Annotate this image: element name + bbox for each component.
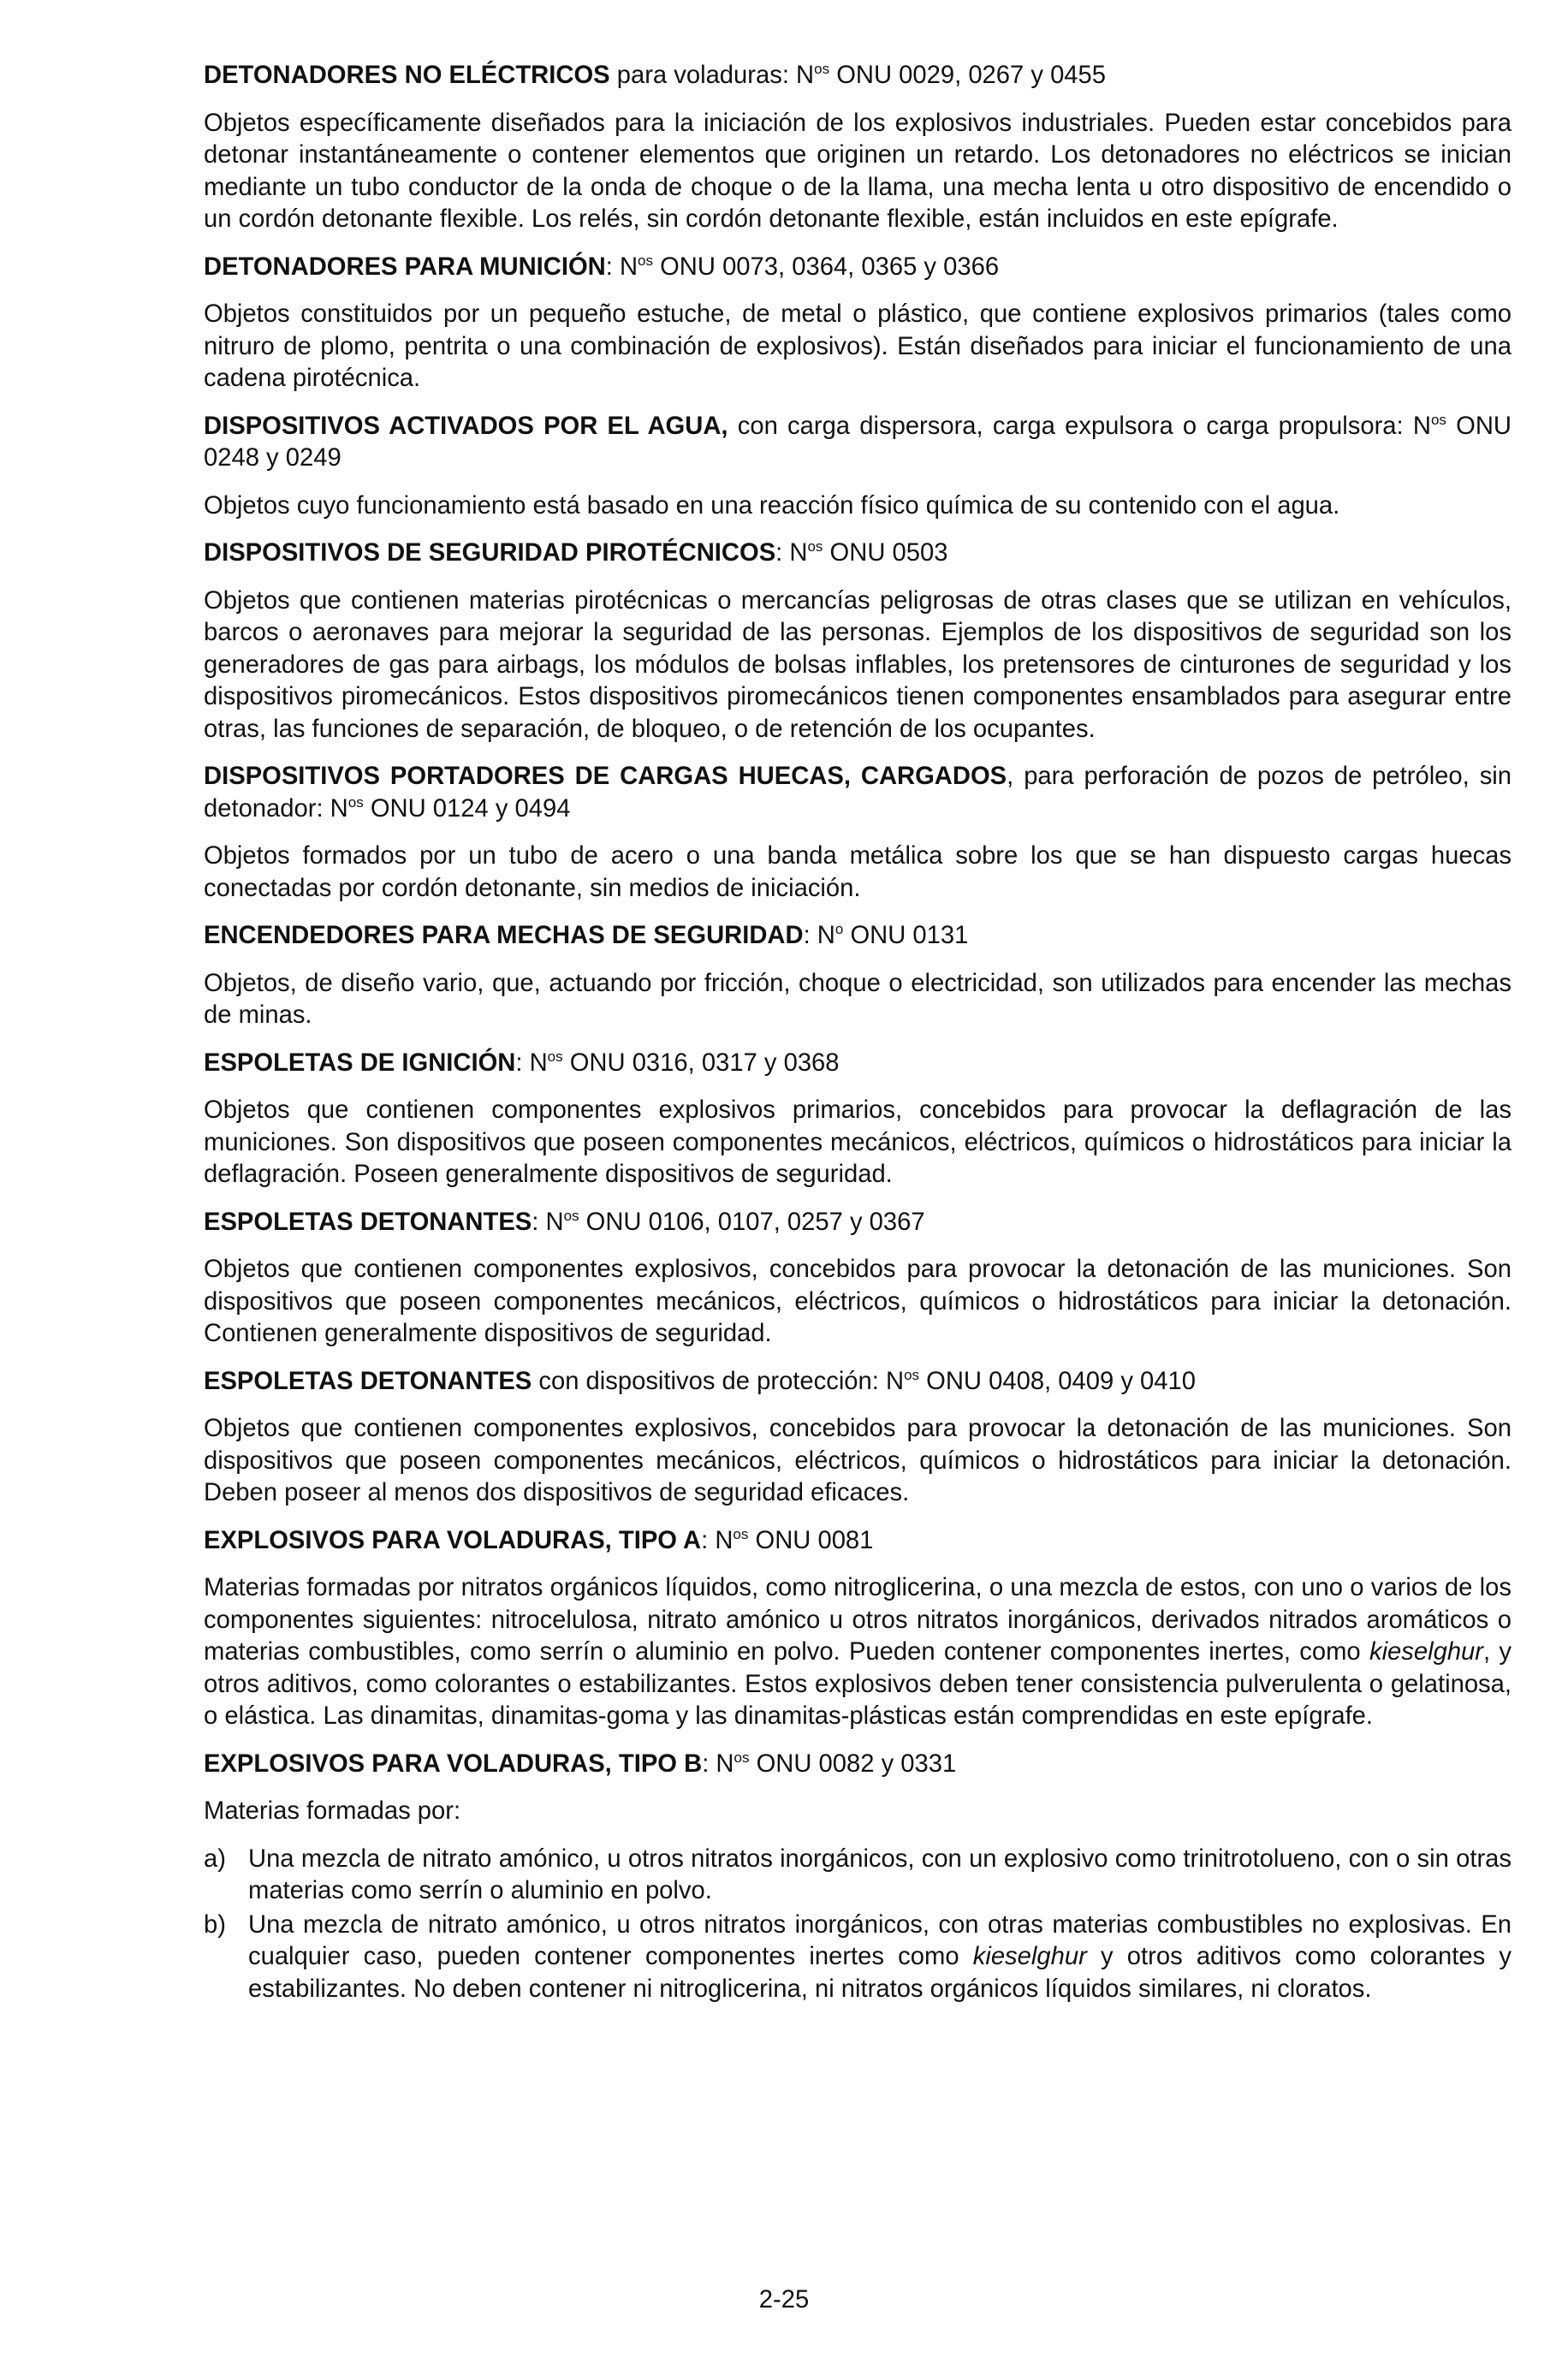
entry-heading (204, 1525, 1512, 1558)
page-number: 2-25 (758, 2286, 810, 2314)
entry-espoletas-detonantes (204, 1207, 1512, 1351)
entry-espoletas-de-ignicion (204, 1048, 1512, 1191)
composition-list (204, 1844, 1512, 2006)
entry-heading (204, 538, 1512, 570)
entry-heading-sup: o (834, 921, 844, 937)
entry-title: DISPOSITIVOS PORTADORES DE CARGAS HUECAS, CARGADOS (204, 763, 1007, 790)
entry-title: ESPOLETAS DETONANTES (204, 1208, 532, 1236)
entry-heading-text: para voladuras: N (609, 62, 815, 89)
entry-heading-sup: os (347, 793, 364, 811)
entry-un-numbers: ONU 0082 y 0331 (749, 1749, 957, 1778)
entry-title: DETONADORES PARA MUNICIÓN (204, 252, 606, 281)
entry-un-numbers: ONU 0131 (843, 922, 969, 949)
entry-heading (204, 761, 1512, 825)
entry-un-numbers: ONU 0248 y 0249 (204, 412, 1512, 472)
list-item-text: Una mezcla de nitrato amónico, u otros nitratos inorgánicos, con otras materias combustibles no explosivas. En cualquier caso, pueden contener componentes inertes como (248, 1910, 1512, 1970)
entry-heading (204, 1207, 1512, 1239)
entry-un-numbers: ONU 0081 (748, 1526, 874, 1554)
entry-description: Objetos específicamente diseñados para la iniciación de los explosivos industriales. Pueden estar concebidos para detonar instantáneamente o contener elementos que originen un retardo. Los detonadores no eléctricos se inician mediante un tubo conductor de la onda de choque o de la llama, una mecha lenta u otro dispositivo de encendido o un cordón detonante flexible. Los relés, sin cordón detonante flexible, están incluidos en este epígrafe. (204, 109, 1512, 233)
entry-title: ESPOLETAS DE IGNICIÓN (204, 1048, 516, 1077)
entry-description: Objetos que contienen componentes explosivos, concebidos para provocar la detonación de las municiones. Son dispositivos que poseen componentes mecánicos, eléctricos, químicos o hidrostáticos para iniciar la detonación. Deben poseer al menos dos dispositivos de seguridad eficaces. (204, 1415, 1512, 1506)
entry-description-part: , y otros aditivos, como colorantes o estabilizantes. Estos explosivos deben tener consistencia pulverulenta o gelatinosa, o elástica. Las dinamitas, dinamitas-goma y las dinamitas-plásticas están comprendidas en este epígrafe. (204, 1638, 1512, 1730)
entry-heading-text: : N (701, 1526, 734, 1554)
entry-un-numbers: ONU 0029, 0267 y 0455 (829, 62, 1106, 89)
entry-title: ENCENDEDORES PARA MECHAS DE SEGURIDAD (204, 922, 804, 949)
entry-description: Objetos formados por un tubo de acero o una banda metálica sobre los que se han dispuesto cargas huecas conectadas por cordón detonante, sin medios de iniciación. (204, 842, 1512, 902)
entry-heading-text: con dispositivos de protección: N (532, 1367, 905, 1395)
entry-heading-sup: os (638, 252, 653, 269)
entry-detonadores-no-electricos (204, 60, 1512, 236)
entry-un-numbers: ONU 0124 y 0494 (363, 794, 571, 823)
entry-title: DETONADORES NO ELÉCTRICOS (204, 62, 610, 89)
list-item (204, 1910, 1512, 2006)
entry-title: DISPOSITIVOS DE SEGURIDAD PIROTÉCNICOS (204, 539, 776, 567)
entry-description: Objetos que contienen componentes explosivos, concebidos para provocar la detonación de las municiones. Son dispositivos que poseen componentes mecánicos, eléctricos, químicos o hidrostáticos para iniciar la detonación. Contienen generalmente dispositivos de seguridad. (204, 1256, 1512, 1347)
entry-heading-sup: os (563, 1207, 579, 1224)
entry-heading-sup: os (733, 1525, 749, 1542)
entry-un-numbers: ONU 0316, 0317 y 0368 (562, 1048, 840, 1077)
entry-heading-text: : N (803, 922, 835, 949)
entry-heading-text: con carga dispersora, carga expulsora o carga propulsora: N (728, 412, 1431, 440)
entry-un-numbers: ONU 0073, 0364, 0365 y 0366 (653, 252, 1000, 281)
entry-heading-sup: os (814, 61, 830, 77)
entry-un-numbers: ONU 0106, 0107, 0257 y 0367 (579, 1208, 925, 1236)
entry-heading (204, 411, 1512, 475)
entry-heading (204, 1048, 1512, 1080)
entry-un-numbers: ONU 0408, 0409 y 0410 (919, 1367, 1196, 1395)
entry-description (204, 1572, 1512, 1733)
entry-title: EXPLOSIVOS PARA VOLADURAS, TIPO B (204, 1749, 703, 1778)
entry-explosivos-tipo-b (204, 1749, 1512, 2006)
entry-un-numbers: ONU 0503 (823, 539, 948, 567)
entry-heading (204, 1749, 1512, 1781)
entry-heading (204, 60, 1512, 92)
entry-espoletas-detonantes-proteccion (204, 1366, 1512, 1510)
entry-encendedores-para-mechas (204, 920, 1512, 1032)
entry-heading (204, 252, 1512, 284)
entry-heading-sup: os (1430, 411, 1446, 428)
entry-description: Objetos cuyo funcionamiento está basado en una reacción físico química de su contenido con el agua. (204, 491, 1340, 520)
list-marker: b) (204, 1910, 226, 1939)
entry-heading-text: : N (605, 252, 638, 281)
entry-description: Objetos, de diseño vario, que, actuando por fricción, choque o electricidad, son utilizados para encender las mechas de minas. (204, 969, 1512, 1029)
list-item (204, 1844, 1512, 1908)
entry-heading (204, 1366, 1512, 1399)
page-content (204, 60, 1512, 2021)
list-item-italic: kieselghur (972, 1943, 1087, 1970)
entry-heading-text: : N (775, 539, 808, 567)
entry-dispositivos-de-seguridad-pirotecnicos (204, 538, 1512, 745)
entry-detonadores-para-municion (204, 252, 1512, 395)
entry-title: EXPLOSIVOS PARA VOLADURAS, TIPO A (204, 1526, 702, 1554)
entry-title: ESPOLETAS DETONANTES (204, 1367, 532, 1395)
entry-description: Objetos constituidos por un pequeño estuche, de metal o plástico, que contiene explosivos primarios (tales como nitruro de plomo, pentrita o una combinación de explosivos). Están diseñados para iniciar el funcionamiento de una cadena pirotécnica. (204, 300, 1512, 392)
entry-description: Objetos que contienen materias pirotécnicas o mercancías peligrosas de otras clases que se utilizan en vehículos, barcos o aeronaves para mejorar la seguridad de las personas. Ejemplos de los dispositivos de seguridad son los generadores de gas para airbags, los módulos de bolsas inflables, los pretensores de cinturones de seguridad y los dispositivos piromecánicos. Estos dispositivos piromecánicos tienen componentes ensamblados para asegurar entre otras, las funciones de separación, de bloqueo, o de retención de los ocupantes. (204, 586, 1512, 743)
list-marker: a) (204, 1844, 226, 1873)
entry-heading-sup: os (547, 1048, 563, 1065)
list-item-text: y otros aditivos como colorantes y estabilizantes. No deben contener ni nitroglicerina, ni nitratos orgánicos líquidos similares, ni cloratos. (248, 1943, 1512, 2003)
entry-heading-text: , para perforación de pozos de petróleo, sin detonador: N (204, 763, 1512, 823)
entry-intro: Materias formadas por: (204, 1797, 461, 1825)
entry-heading-text: : N (515, 1048, 548, 1077)
entry-description: Objetos que contienen componentes explosivos primarios, concebidos para provocar la deflagración de las municiones. Son dispositivos que poseen componentes mecánicos, eléctricos, químicos o hidrostáticos para iniciar la deflagración. Poseen generalmente dispositivos de seguridad. (204, 1096, 1512, 1188)
entry-dispositivos-activados-por-el-agua (204, 411, 1512, 523)
entry-description-part: Materias formadas por nitratos orgánicos líquidos, como nitroglicerina, o una mezcla de estos, con uno o varios de los componentes siguientes: nitrocelulosa, nitrato amónico u otros nitratos inorgánicos, derivados nitrados aromáticos o materias combustibles, como serrín o aluminio en polvo. Pueden contener componentes inertes, como (204, 1574, 1512, 1666)
entry-description-italic: kieselghur (1369, 1638, 1484, 1666)
entry-title: DISPOSITIVOS ACTIVADOS POR EL AGUA, (204, 412, 728, 440)
entry-heading-text: : N (532, 1208, 564, 1236)
entry-heading-sup: os (904, 1366, 920, 1383)
entry-heading-text: : N (702, 1749, 734, 1778)
entry-explosivos-tipo-a (204, 1525, 1512, 1733)
entry-heading (204, 920, 1512, 953)
entry-heading-sup: os (734, 1749, 750, 1766)
list-item-text: Una mezcla de nitrato amónico, u otros nitratos inorgánicos, con un explosivo como trinitrotolueno, con o sin otras materias como serrín o aluminio en polvo. (248, 1844, 1512, 1904)
entry-dispositivos-portadores-cargas-huecas (204, 761, 1512, 905)
entry-heading-sup: os (807, 538, 823, 555)
